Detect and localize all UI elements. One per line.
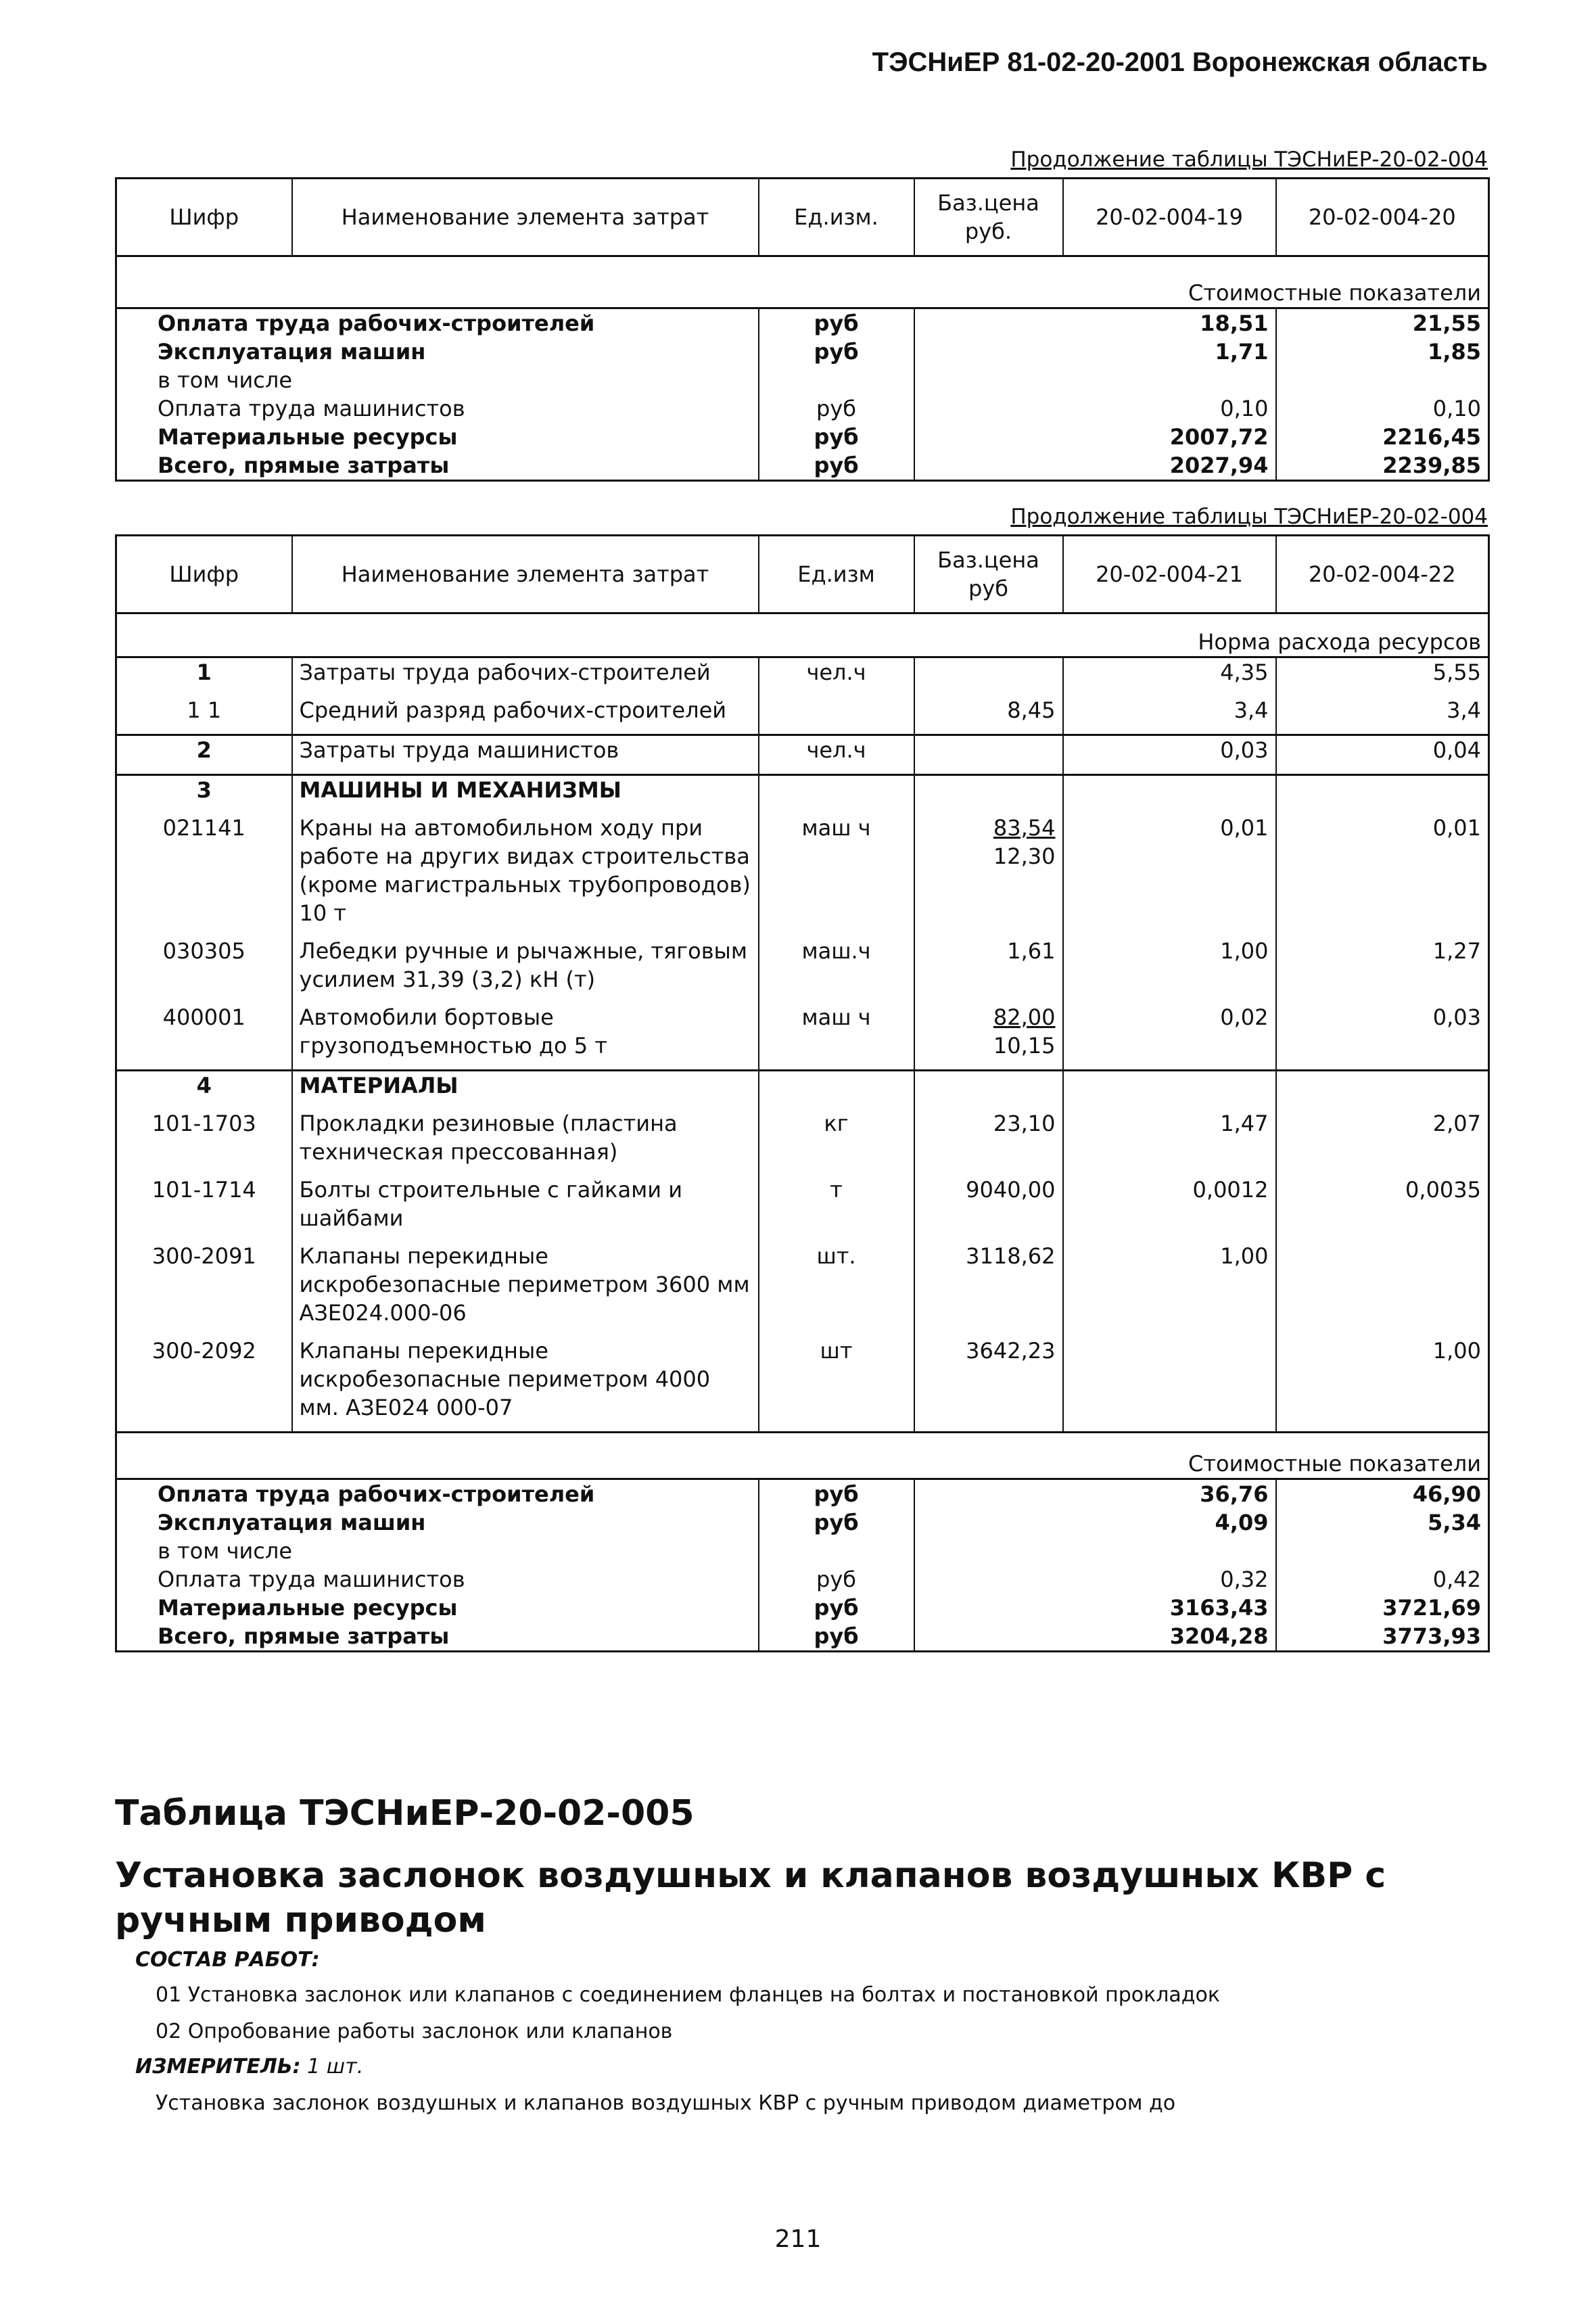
price-value: 23,10 — [993, 1111, 1056, 1136]
cell-v1 — [1063, 1071, 1276, 1110]
cell-code: 400001 — [162, 1004, 245, 1030]
meter-value: 1 шт. — [307, 2055, 364, 2079]
price-value: 3118,62 — [966, 1243, 1056, 1269]
cell-v2: 2,07 — [1276, 1109, 1489, 1176]
cell-price — [914, 1109, 1063, 1176]
cell-v1: 1,47 — [1063, 1109, 1276, 1176]
description: Установка заслонок воздушных и клапанов воздушных КВР с ручным приводом диаметром до — [156, 2091, 1176, 2115]
table-row — [116, 1337, 1489, 1433]
cell-price — [914, 1003, 1063, 1071]
cell-v2: 0,42 — [1276, 1565, 1489, 1594]
cell-name: Болты строительные с гайками и шайбами — [292, 1176, 759, 1242]
table-row — [116, 735, 1489, 775]
th-col2: 20-02-004-20 — [1276, 179, 1489, 256]
table-row: Оплата труда машинистов руб 0,10 0,10 — [116, 394, 1489, 423]
cell-unit: шт. — [759, 1242, 914, 1337]
cell-v1: 0,32 — [1220, 1567, 1269, 1592]
th-col2: 20-02-004-22 — [1276, 536, 1489, 613]
table-row: Материальные ресурсы руб 2007,72 2216,45 — [116, 423, 1489, 451]
cell-price — [914, 937, 1063, 1003]
cell-v1: 4,09 — [1215, 1510, 1269, 1535]
table-row — [116, 1003, 1489, 1071]
th-price: Баз.цена руб. — [914, 179, 1063, 256]
cell-v2: 1,27 — [1276, 937, 1489, 1003]
table1-continuation: Продолжение таблицы ТЭСНиЕР-20-02-004 — [1010, 147, 1488, 172]
th-col1: 20-02-004-19 — [1063, 179, 1276, 256]
cell-v2: 0,01 — [1276, 814, 1489, 937]
cell-unit: кг — [759, 1109, 914, 1176]
cell-price — [914, 814, 1063, 937]
cell-price — [914, 1337, 1063, 1433]
cell-unit: маш.ч — [759, 937, 914, 1003]
section-heading-row — [116, 1071, 1489, 1110]
cell-v2: 0,0035 — [1276, 1176, 1489, 1242]
meter-label: ИЗМЕРИТЕЛЬ: — [135, 2055, 301, 2079]
th-name: Наименование элемента затрат — [292, 536, 759, 613]
cell-v2 — [1276, 1071, 1489, 1110]
table-row — [116, 1565, 1489, 1594]
works-label: СОСТАВ РАБОТ: — [135, 1948, 320, 1972]
cell-v2 — [1276, 1537, 1489, 1565]
table1-section-label: Стоимостные показатели — [116, 279, 1489, 308]
cell-unit — [759, 775, 914, 814]
cell-code: 1 — [196, 659, 212, 685]
cell-v2: 3721,69 — [1276, 1594, 1489, 1622]
table-row: Всего, прямые затраты руб 2027,94 2239,85 — [116, 451, 1489, 481]
cell-unit: руб — [759, 1622, 914, 1652]
cell-v1: 0,03 — [1063, 735, 1276, 775]
cell-price — [914, 735, 1063, 775]
cell-v2 — [1276, 775, 1489, 814]
price-value: 9040,00 — [966, 1177, 1056, 1203]
cell-v2 — [1276, 1242, 1489, 1337]
cell-name: Затраты труда машинистов — [292, 735, 759, 775]
cell-name: Оплата труда машинистов — [158, 1567, 465, 1592]
cell-name: Краны на автомобильном ходу при работе на других видах строительства (кроме магистральных трубопроводов) 10 т — [292, 814, 759, 937]
page-header: ТЭСНиЕР 81-02-20-2001 Воронежская область — [872, 47, 1488, 77]
th-unit: Ед.изм. — [759, 179, 914, 256]
cell-code: 3 — [116, 775, 292, 814]
cell-unit: чел.ч — [759, 735, 914, 775]
table1 — [115, 177, 1490, 482]
table-row — [116, 1537, 1489, 1565]
cell-name: МАШИНЫ И МЕХАНИЗМЫ — [292, 775, 759, 814]
cell-code: 1 1 — [187, 697, 222, 723]
cell-price — [914, 1622, 1063, 1652]
cell-name: Средний разряд рабочих-строителей — [292, 696, 759, 735]
price-value-secondary: 12,30 — [993, 843, 1056, 869]
cell-v1: 36,76 — [1200, 1481, 1269, 1507]
cell-name: Автомобили бортовые грузоподъемностью до 5 т — [292, 1003, 759, 1071]
cell-unit: чел.ч — [759, 657, 914, 697]
cell-code: 300-2091 — [151, 1243, 256, 1269]
cell-name: в том числе — [158, 1538, 292, 1564]
price-value: 1,61 — [1007, 938, 1056, 964]
cell-name: Прокладки резиновые (пластина техническая прессованная) — [292, 1109, 759, 1176]
price-value-secondary: 10,15 — [993, 1033, 1056, 1059]
cell-unit — [759, 696, 914, 735]
cell-unit — [759, 1071, 914, 1110]
cell-v1: 0,01 — [1063, 814, 1276, 937]
table2-cost-section-label: Стоимостные показатели — [116, 1449, 1489, 1479]
cell-v1 — [1063, 775, 1276, 814]
cell-v1: 0,02 — [1063, 1003, 1276, 1071]
table-row — [116, 937, 1489, 1003]
table-row — [116, 814, 1489, 937]
cell-v1: 1,00 — [1063, 1242, 1276, 1337]
cell-unit: руб — [759, 1479, 914, 1509]
cell-unit: шт — [759, 1337, 914, 1433]
cell-v2: 5,34 — [1276, 1508, 1489, 1537]
cell-code: 300-2092 — [151, 1338, 256, 1364]
cell-v2: 3,4 — [1276, 696, 1489, 735]
cell-code: 021141 — [162, 815, 245, 841]
cell-name: Материальные ресурсы — [158, 1595, 458, 1621]
table2-continuation: Продолжение таблицы ТЭСНиЕР-20-02-004 — [1010, 505, 1488, 529]
cell-v2: 1,00 — [1276, 1337, 1489, 1433]
th-col1: 20-02-004-21 — [1063, 536, 1276, 613]
page-number: 211 — [774, 2225, 822, 2253]
cell-v1: 3163,43 — [1169, 1595, 1269, 1621]
price-value: 83,54 — [993, 815, 1056, 841]
cell-name: Оплата труда рабочих-строителей — [158, 1481, 595, 1507]
cell-name: Эксплуатация машин — [158, 1510, 426, 1535]
work-item-2: 02 Опробование работы заслонок или клапанов — [156, 2020, 673, 2043]
cell-code: 101-1714 — [151, 1177, 256, 1203]
cell-price — [914, 1565, 1063, 1594]
cell-price — [914, 1537, 1063, 1565]
table-row — [116, 657, 1489, 697]
cell-price — [914, 1242, 1063, 1337]
table-row: Оплата труда рабочих-строителей руб 18,51 21,55 — [116, 308, 1489, 338]
cell-name: Клапаны перекидные искробезопасные периметром 3600 мм АЗЕ024.000-06 — [292, 1242, 759, 1337]
section-subtitle: Установка заслонок воздушных и клапанов воздушных КВР с ручным приводом — [115, 1855, 1386, 1941]
table1-header-row — [116, 179, 1489, 256]
cell-code: 101-1703 — [151, 1111, 256, 1136]
table-row — [116, 1242, 1489, 1337]
meter-line — [135, 2055, 363, 2079]
cell-unit — [759, 1537, 914, 1565]
th-code: Шифр — [116, 179, 292, 256]
table-row — [116, 1176, 1489, 1242]
table2-header-row — [116, 536, 1489, 613]
cell-v1: 4,35 — [1063, 657, 1276, 697]
table-row — [116, 696, 1489, 735]
cell-unit: руб — [759, 1508, 914, 1537]
cell-price — [914, 1479, 1063, 1509]
th-unit: Ед.изм — [759, 536, 914, 613]
th-price: Баз.цена руб — [914, 536, 1063, 613]
cell-unit: руб — [759, 1594, 914, 1622]
cell-code: 030305 — [162, 938, 245, 964]
th-name: Наименование элемента затрат — [292, 179, 759, 256]
table-row — [116, 1109, 1489, 1176]
table-title: Таблица ТЭСНиЕР-20-02-005 — [115, 1793, 695, 1834]
cell-code: 2 — [116, 735, 292, 775]
cell-price — [914, 775, 1063, 814]
cell-v1: 0,0012 — [1063, 1176, 1276, 1242]
cell-v1: 3204,28 — [1169, 1623, 1269, 1649]
cell-name: Лебедки ручные и рычажные, тяговым усилием 31,39 (3,2) кН (т) — [292, 937, 759, 1003]
table-row — [116, 1594, 1489, 1622]
cell-price — [914, 1594, 1063, 1622]
cell-price — [914, 1071, 1063, 1110]
cell-price — [914, 1176, 1063, 1242]
price-value: 8,45 — [1007, 697, 1056, 723]
table2 — [115, 534, 1490, 1652]
table2-section-label: Норма расхода ресурсов — [116, 628, 1489, 657]
cell-price — [914, 696, 1063, 735]
cell-v1 — [1063, 1537, 1276, 1565]
cell-code: 4 — [116, 1071, 292, 1110]
table-row — [116, 1508, 1489, 1537]
price-value: 82,00 — [993, 1004, 1056, 1030]
table-row — [116, 1622, 1489, 1652]
cell-v2: 5,55 — [1276, 657, 1489, 697]
cell-name: Затраты труда рабочих-строителей — [292, 657, 759, 697]
table-row — [116, 1479, 1489, 1509]
cell-v1: 1,00 — [1063, 937, 1276, 1003]
price-value: 3642,23 — [966, 1338, 1056, 1364]
table-row: в том числе — [116, 366, 1489, 394]
cell-v1: 3,4 — [1063, 696, 1276, 735]
cell-v2: 46,90 — [1276, 1479, 1489, 1509]
cell-price — [914, 1508, 1063, 1537]
th-code: Шифр — [116, 536, 292, 613]
cell-name: Всего, прямые затраты — [158, 1623, 450, 1649]
cell-v2: 0,04 — [1276, 735, 1489, 775]
cell-unit: маш ч — [759, 1003, 914, 1071]
cell-unit: руб — [759, 1565, 914, 1594]
cell-unit: т — [759, 1176, 914, 1242]
cell-unit: маш ч — [759, 814, 914, 937]
cell-name: МАТЕРИАЛЫ — [292, 1071, 759, 1110]
section-heading-row — [116, 775, 1489, 814]
cell-v1 — [1063, 1337, 1276, 1433]
cell-price — [914, 657, 1063, 697]
cell-name: Клапаны перекидные искробезопасные периметром 4000 мм. АЗЕ024 000-07 — [292, 1337, 759, 1433]
table-row: Эксплуатация машин руб 1,71 1,85 — [116, 338, 1489, 366]
cell-v2: 0,03 — [1276, 1003, 1489, 1071]
cell-v2: 3773,93 — [1276, 1622, 1489, 1652]
work-item-1: 01 Установка заслонок или клапанов с соединением фланцев на болтах и постановкой прокладок — [156, 1983, 1221, 2007]
